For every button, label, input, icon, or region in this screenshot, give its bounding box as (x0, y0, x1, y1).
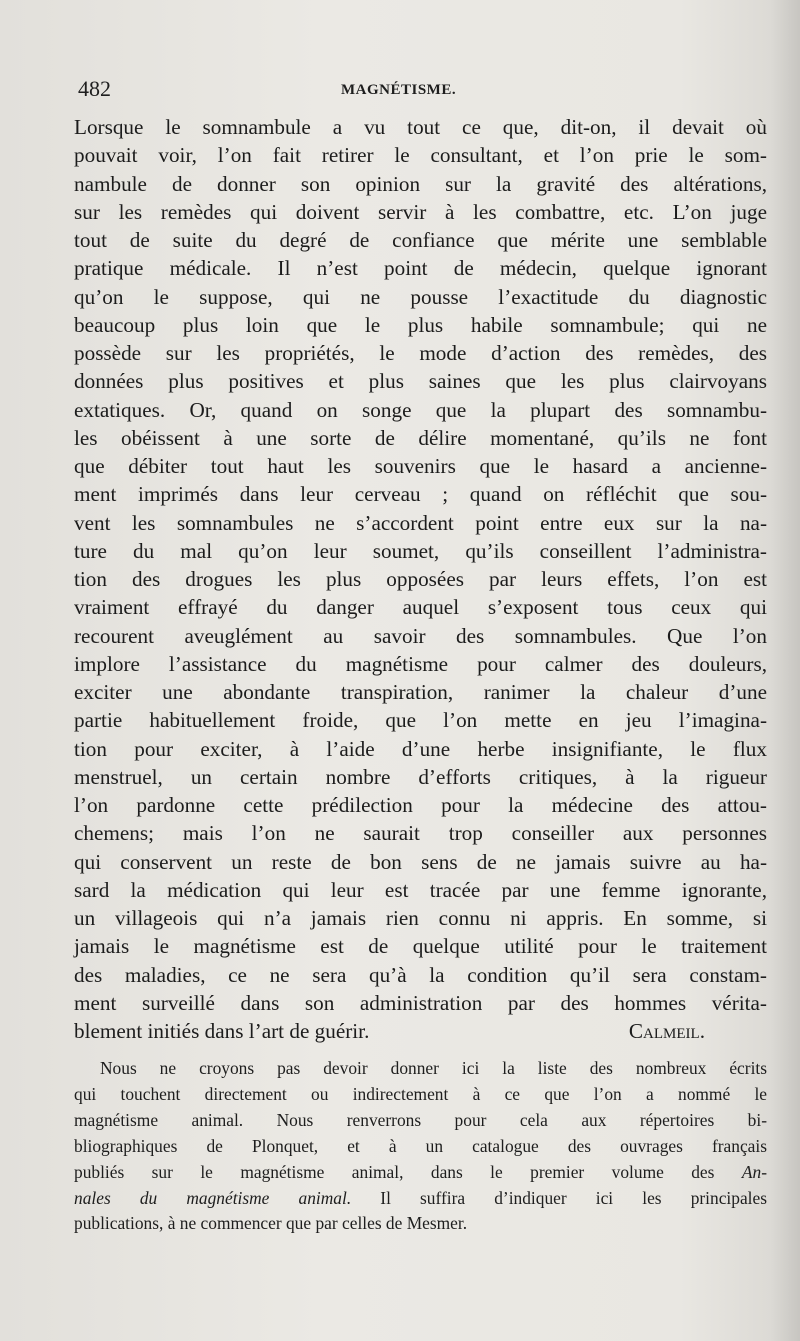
text-line: que débiter tout haut les souvenirs que le hasard a ancienne- (74, 454, 767, 478)
text-line: Lorsque le somnambule a vu tout ce que, dit-on, il devait où (74, 115, 767, 139)
text-line: données plus positives et plus saines que les plus clairvoyans (74, 369, 767, 394)
note-line: magnétisme animal. Nous renverrons pour cela aux répertoires bi- (74, 1109, 767, 1130)
note-line: bliographiques de Plonquet, et à un catalogue des ouvrages français (74, 1135, 767, 1156)
note-line (74, 1160, 767, 1186)
note-line (74, 1186, 767, 1212)
text-line: vent les somnambules ne s’accordent point entre eux sur la na- (74, 510, 767, 535)
text-line: tion des drogues les plus opposées par leurs effets, l’on est (74, 567, 767, 591)
text-line: exciter une abondante transpiration, ranimer la chaleur d’une (74, 680, 767, 704)
text-line: implore l’assistance du magnétisme pour calmer des douleurs, (74, 651, 767, 676)
text-line: partie habituellement froide, que l’on mette en jeu l’imagina- (74, 708, 767, 733)
text-line: des maladies, ce ne sera qu’à la condition qu’il sera constam- (74, 962, 767, 987)
running-title: MAGNÉTISME. (341, 82, 457, 98)
text-line: un villageois qui n’a jamais rien connu ni appris. En somme, si (74, 906, 767, 930)
text-line: menstruel, un certain nombre d’efforts critiques, à la rigueur (74, 764, 767, 789)
text-line: l’on pardonne cette prédilection pour la médecine des attou- (74, 793, 767, 817)
text-line: les obéissent à une sorte de délire momentané, qu’ils ne font (74, 425, 767, 450)
text-line: sard la médication qui leur est tracée par une femme ignorante, (74, 877, 767, 902)
italic-title-end: nales du magnétisme animal. (74, 1187, 352, 1208)
text-line: tion pour exciter, à l’aide d’une herbe insignifiante, le flux (74, 736, 767, 761)
text-line: sur les remèdes qui doivent servir à les combattre, etc. L’on juge (74, 199, 767, 224)
note-line-last: publications, à ne commencer que par celles de Mesmer. (74, 1213, 468, 1234)
text-line: vraiment effrayé du danger auquel s’exposent tous ceux qui (74, 595, 767, 620)
italic-title-start: An- (741, 1161, 767, 1182)
note-line-text: publiés sur le magnétisme animal, dans le premier volume des (74, 1161, 715, 1182)
text-line: qu’on le suppose, qui ne pousse l’exactitude du diagnostic (74, 284, 767, 309)
note-line-text: Il suffira d’indiquer ici les principales (351, 1187, 767, 1208)
text-line: chemens; mais l’on ne saurait trop conseiller aux personnes (74, 821, 767, 846)
author-signature: Calmeil. (628, 1019, 705, 1043)
text-line: qui conservent un reste de bon sens de ne jamais suivre au ha- (74, 849, 767, 874)
text-line: ment surveillé dans son administration par des hommes vérita- (74, 990, 767, 1015)
main-paragraph (74, 113, 767, 1045)
bibliography-note (74, 1056, 767, 1237)
text-line: ture du mal qu’on leur soumet, qu’ils conseillent l’administra- (74, 538, 767, 563)
text-line: recourent aveuglément au savoir des somnambules. Que l’on (74, 623, 767, 648)
text-line: beaucoup plus loin que le plus habile somnambule; qui ne (74, 312, 767, 337)
text-line: nambule de donner son opinion sur la gravité des altérations, (74, 171, 767, 196)
text-line: extatiques. Or, quand on songe que la plupart des somnambu- (74, 397, 767, 422)
text-line: jamais le magnétisme est de quelque utilité pour le traitement (74, 934, 767, 959)
text-line: ment imprimés dans leur cerveau ; quand on réfléchit que sou- (74, 482, 767, 507)
text-line: tout de suite du degré de confiance que mérite une semblable (74, 228, 767, 252)
page-header (78, 76, 768, 106)
note-line: qui touchent directement ou indirectement à ce que l’on a nommé le (74, 1083, 767, 1104)
signature-line (74, 1017, 767, 1045)
text-line: pouvait voir, l’on fait retirer le consultant, et l’on prie le som- (74, 143, 767, 168)
page-number: 482 (78, 76, 111, 101)
text-line-last: blement initiés dans l’art de guérir. (74, 1019, 370, 1043)
note-line: Nous ne croyons pas devoir donner ici la liste des nombreux écrits (100, 1058, 767, 1078)
text-line: possède sur les propriétés, le mode d’action des remèdes, des (74, 341, 767, 365)
text-line: pratique médicale. Il n’est point de médecin, quelque ignorant (74, 256, 767, 281)
